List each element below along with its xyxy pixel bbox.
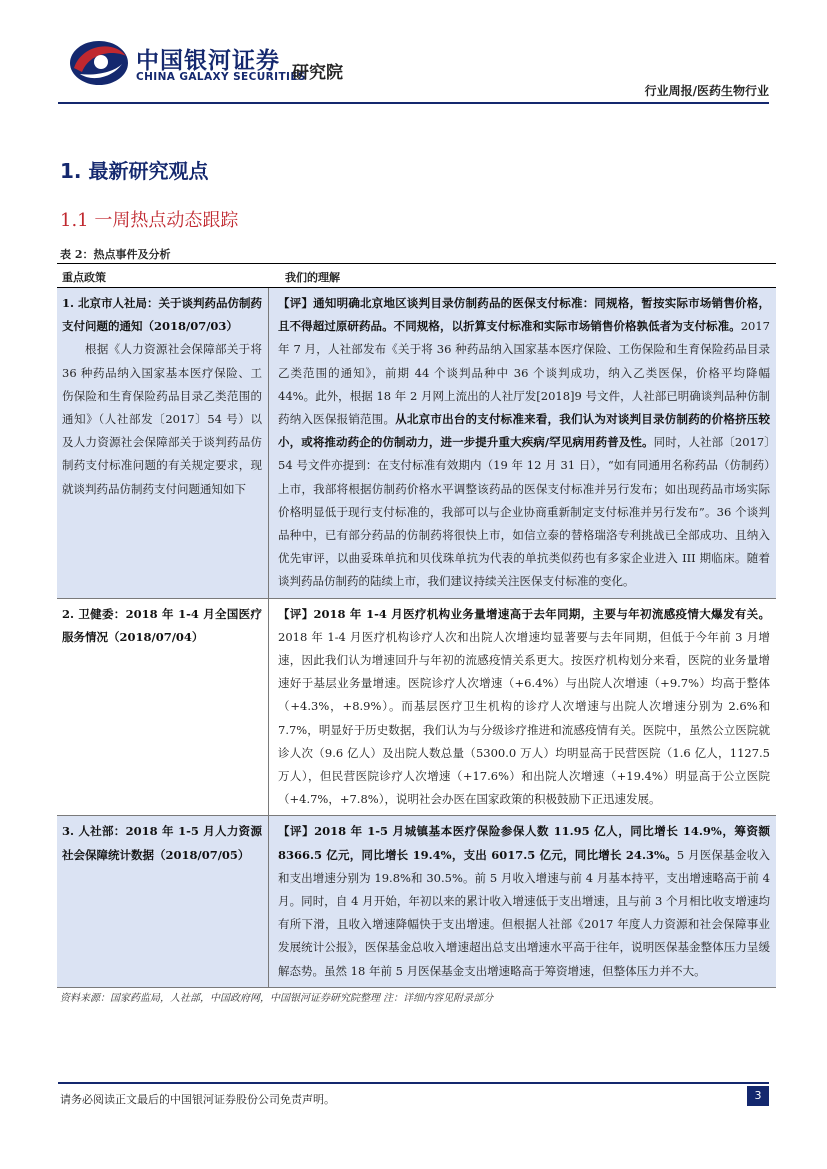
table-header <box>57 263 776 288</box>
report-category: 行业周报/医药生物行业 <box>644 84 769 98</box>
source-note: 资料来源：国家药监局，人社部，中国政府网，中国银河证券研究院整理 注：详细内容见附录部分 <box>60 993 494 1004</box>
table-row <box>57 599 776 817</box>
brand-institute: 研究院 <box>292 63 343 83</box>
hot-events-table <box>57 263 776 988</box>
brand-name-en: CHINA GALAXY SECURITIES <box>136 71 306 83</box>
analysis-cell <box>269 816 776 986</box>
footer-divider <box>58 1082 769 1084</box>
analysis-text: 2018 年 1-4 月医疗机构诊疗人次和出院人次增速均显著要与去年同期，但低于今年前 3 月增速，因此我们认为增速回升与年初的流感疫情关系更大。按医疗机构划分来看，医院的业务量增速好于基层业务量增速。医院诊疗人次增速（+6.4%）与出院人次增速（+9.7%）均高于整体（+4.3%，+8.9%）。而基层医疗卫生机构的诊疗人次增速与出院人次增速分别为 2.6%和 7.7%，明显好于历史数据，我们认为与分级诊疗推进和流感疫情有关。医院中，虽然公立医院就诊人次（9.6 亿人）及出院人数总量（5300.0 万人）均明显高于民营医院（1.6 亿人，1127.5 万人），但民营医院诊疗人次增速（+17.6%）和出院人次增速（+19.4%）明显高于公立医院（+4.7%，+7.8%），说明社会办医在国家政策的积极鼓励下正迅速发展。 <box>278 629 770 807</box>
policy-cell <box>57 288 269 598</box>
policy-title: 3. 人社部：2018 年 1-5 月人力资源社会保障统计数据（2018/07/05） <box>62 824 262 862</box>
analysis-cell <box>269 288 776 598</box>
analysis-text: 同时，人社部〔2017〕54 号文件亦提到：在支付标准有效期内（19 年 12 月 31 日），“如有同通用名称药品（仿制药）上市，我部将根据仿制药价格水平调整该药品的医保支付标准并另行发布；如出现药品市场实际价格明显低于现行支付标准的，我部可以与企业协商重新制定支付标准并另行发布”。36 个谈判品种中，已有部分药品的仿制药将很快上市，如信立泰的替格瑞洛专利挑战已全部成功、且纳入优先审评，以曲妥珠单抗和贝伐珠单抗为代表的单抗类似药也有多家企业进入 III 期临床。随着谈判药品仿制药的陆续上市，我们建议持续关注医保支付标准的变化。 <box>278 435 771 589</box>
analysis-text: 【评】2018 年 1-5 月城镇基本医疗保险参保人数 11.95 亿人，同比增长 14.9%，筹资额 8366.5 亿元，同比增长 19.4%，支出 6017.5 亿元，同比增长 24.3%。 <box>278 824 770 862</box>
page-header <box>0 0 827 110</box>
analysis-cell <box>269 599 776 816</box>
table-caption: 表 2：热点事件及分析 <box>60 248 171 261</box>
header-policy: 重点政策 <box>62 271 106 284</box>
policy-cell <box>57 599 269 816</box>
policy-summary: 根据《人力资源社会保障部关于将 36 种药品纳入国家基本医疗保险、工伤保险和生育保险药品目录乙类范围的通知》（人社部发〔2017〕54 号）以及人力资源社会保障部关于谈判药品仿制药支付标准问题的有关规定要求，现就谈判药品仿制药支付问题通知如下 <box>62 342 262 496</box>
disclaimer: 请务必阅读正文最后的中国银河证券股份公司免责声明。 <box>60 1093 335 1106</box>
header-divider <box>58 102 769 104</box>
galaxy-logo-icon <box>68 38 130 88</box>
policy-title: 2. 卫健委：2018 年 1-4 月全国医疗服务情况（2018/07/04） <box>62 606 262 644</box>
policy-cell <box>57 816 269 986</box>
header-analysis: 我们的理解 <box>285 271 340 284</box>
policy-title: 1. 北京市人社局：关于谈判药品仿制药支付问题的通知（2018/07/03） <box>62 296 263 334</box>
analysis-text: 2017 年 7 月，人社部发布《关于将 36 种药品纳入国家基本医疗保险、工伤保险和生育保险药品目录乙类范围的通知》，前期 44 个谈判品种中 36 个谈判成功，纳入乙类医保，价格平均降幅 44%。此外，根据 18 年 2 月网上流出的人社厅发[2018]9 号文件，人社部已明确谈判品种仿制药纳入医保报销范围。 <box>278 319 770 427</box>
table-row <box>57 816 776 987</box>
section-heading: 1. 最新研究观点 <box>60 159 209 183</box>
table-row <box>57 288 776 599</box>
brand-name-cn: 中国银河证券 <box>136 48 280 74</box>
subsection-heading: 1.1 一周热点动态跟踪 <box>60 210 239 231</box>
analysis-text: 【评】通知明确北京地区谈判目录仿制药品的医保支付标准：同规格，暂按实际市场销售价格，且不得超过原研药品。不同规格，以折算支付标准和实际市场销售价格孰低者为支付标准。 <box>278 296 770 334</box>
analysis-text: 5 月医保基金收入和支出增速分别为 19.8%和 30.5%。前 5 月收入增速与前 4 月基本持平，支出增速略高于前 4 月。同时，自 4 月开始，年初以来的累计收入增速低于支出增速，且与前 3 个月相比收支增速均有所下滑，且收入增速降幅快于支出增速。但根据人社部《2017 年度人力资源和社会保障事业发展统计公报》，医保基金总收入增速超出总支出增速水平高于往年，说明医保基金整体压力呈缓解态势。虽然 18 年前 5 月医保基金支出增速略高于筹资增速，但整体压力并不大。 <box>278 847 770 978</box>
analysis-text: 从北京市出台的支付标准来看，我们认为对谈判目录仿制药的价格挤压较小，或将推动药企的仿制动力，进一步提升重大疾病/罕见病用药普及性。 <box>278 412 771 450</box>
analysis-text: 【评】2018 年 1-4 月医疗机构业务量增速高于去年同期，主要与年初流感疫情大爆发有关。 <box>278 606 770 621</box>
page-number: 3 <box>747 1086 769 1106</box>
